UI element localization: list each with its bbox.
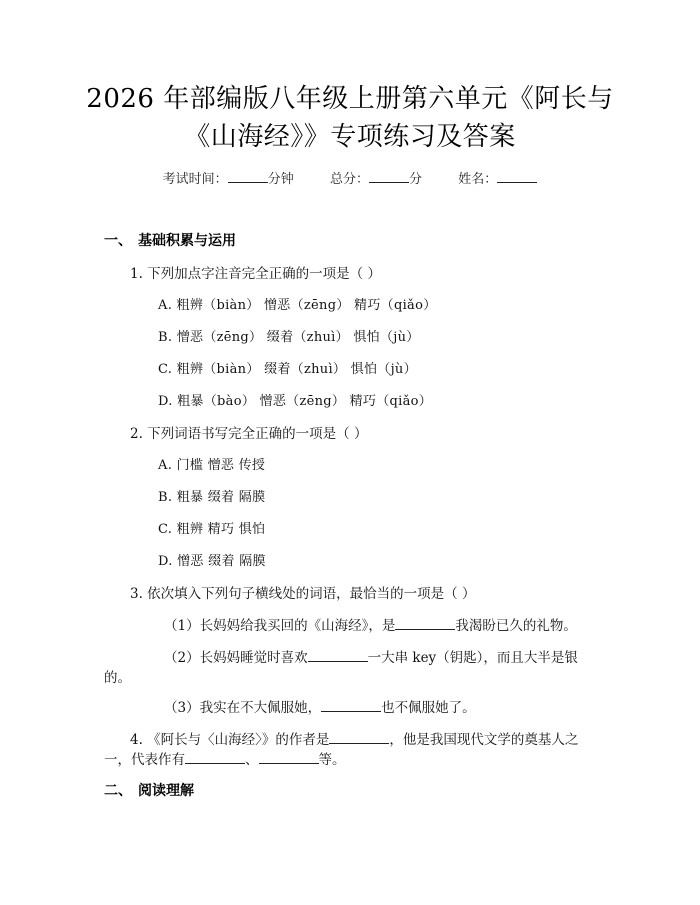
score-blank[interactable] [369,170,409,183]
question-1-option-b: B. 憎恶（zēng） 缀着（zhuì） 惧怕（jù） [158,330,420,345]
question-4-line-1 [130,728,578,748]
question-text: ，他是我国现代文学的奠基人之 [389,732,579,748]
question-2-option-c: C. 粗辨 精巧 惧怕 [158,522,266,537]
document-title-line-1: 2026 年部编版八年级上册第六单元《阿长与 [86,84,614,114]
question-1-option-d: D. 粗暴（bào） 憎恶（zēng） 精巧（qiǎo） [158,394,433,409]
question-2-stem: 2. 下列词语书写完全正确的一项是（ ） [130,426,368,442]
answer-blank[interactable] [321,698,381,712]
question-text: 4. 《阿长与〈山海经〉》的作者是 [130,732,330,748]
answer-blank[interactable] [308,648,368,662]
time-unit: 分钟 [267,172,294,187]
question-text: 一，代表作有 [104,752,185,768]
sentence-text: 也不佩服她了。 [381,700,476,716]
question-1-stem: 1. 下列加点字注音完全正确的一项是（ ） [130,266,381,282]
time-label: 考试时间： [162,172,228,187]
sentence-text: 我渴盼已久的礼物。 [455,618,577,634]
question-2-option-a: A. 门槛 憎恶 传授 [158,458,266,473]
document-title-line-2: 《山海经》》专项练习及答案 [184,122,516,152]
section-number: 二、 [104,783,132,799]
section-number: 一、 [104,233,132,249]
question-1-option-a: A. 粗辨（biàn） 憎恶（zēng） 精巧（qiǎo） [158,298,437,313]
section-title: 阅读理解 [138,783,194,799]
time-blank[interactable] [228,170,268,183]
question-2-option-b: B. 粗暴 缀着 隔膜 [158,490,266,505]
question-3-sentence-3 [164,696,476,716]
score-unit: 分 [409,172,423,187]
question-3-stem: 3. 依次填入下列句子横线处的词语，最恰当的一项是（ ） [130,586,476,602]
sentence-text: （1）长妈妈给我买回的《山海经》，是 [164,618,396,634]
name-blank[interactable] [497,170,537,183]
exam-info-row [0,168,700,187]
sentence-text: 一大串 key（钥匙），而且大半是银 [367,650,578,666]
works-blank-2[interactable] [259,750,319,764]
author-blank[interactable] [329,730,389,744]
section-title: 基础积累与运用 [138,233,236,249]
name-label: 姓名： [458,172,498,187]
answer-blank[interactable] [395,616,455,630]
section-heading-2 [104,780,194,800]
question-3-sentence-1 [164,614,577,634]
sentence-text: （3）我实在不大佩服她， [164,700,322,716]
question-2-option-d: D. 憎恶 缀着 隔膜 [158,554,266,569]
sentence-text: （2）长妈妈睡觉时喜欢 [164,650,308,666]
question-3-sentence-2-continuation: 的。 [104,670,131,686]
works-blank-1[interactable] [185,750,245,764]
section-heading-1 [104,230,236,250]
question-4-line-2 [104,748,346,768]
question-text: 等。 [318,752,346,768]
question-3-sentence-2 [164,646,578,666]
question-1-option-c: C. 粗辨（biàn） 缀着（zhuì） 惧怕（jù） [158,362,417,377]
question-text: 、 [245,752,259,768]
score-label: 总分： [329,172,369,187]
